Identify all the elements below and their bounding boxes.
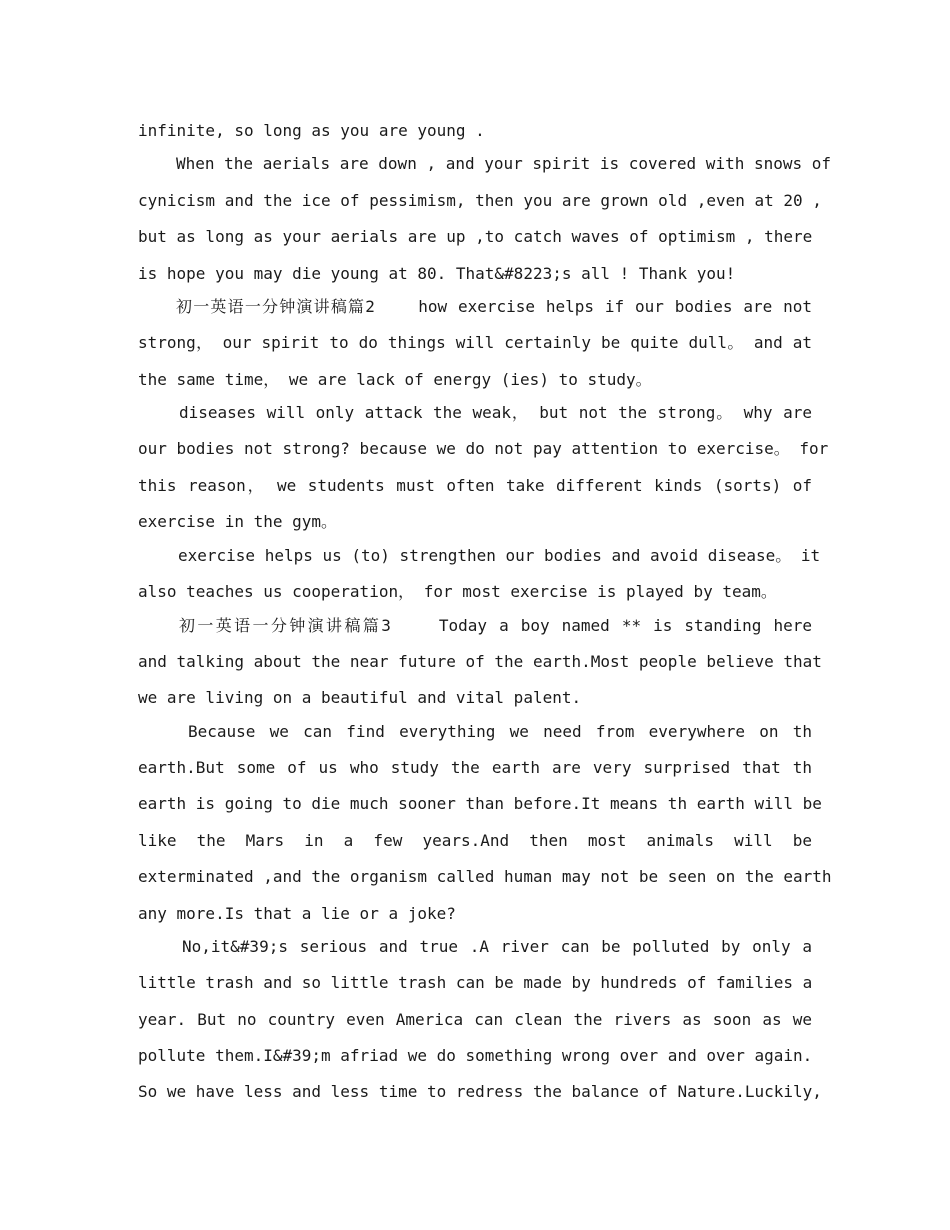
text-line: but as long as your aerials are up ,to catch waves of optimism , there bbox=[138, 227, 813, 246]
text-line: any more.Is that a lie or a joke? bbox=[138, 904, 456, 923]
text-line: infinite, so long as you are young . bbox=[138, 121, 485, 140]
text-line: So we have less and less time to redress the balance of Nature.Luckily, bbox=[138, 1082, 822, 1101]
text-line: is hope you may die young at 80. That&#8223;s all ! Thank you! bbox=[138, 264, 736, 283]
text-line: the same time， we are lack of energy (ies) to study。 bbox=[138, 370, 652, 389]
text-line: we are living on a beautiful and vital palent. bbox=[138, 688, 582, 707]
text-line: pollute them.I&#39;m afriad we do something wrong over and over again. bbox=[138, 1046, 813, 1065]
text-line: earth.But some of us who study the earth are very surprised that th bbox=[138, 758, 812, 777]
text-line: strong， our spirit to do things will certainly be quite dull。 and at bbox=[138, 333, 812, 352]
text-line: diseases will only attack the weak， but not the strong。 why are bbox=[179, 403, 812, 422]
text-line: 初一英语一分钟演讲稿篇3 Today a boy named ** is standing here bbox=[179, 616, 812, 635]
text-line: also teaches us cooperation， for most exercise is played by team。 bbox=[138, 582, 777, 601]
text-line: cynicism and the ice of pessimism, then you are grown old ,even at 20 , bbox=[138, 191, 822, 210]
text-line: little trash and so little trash can be made by hundreds of families a bbox=[138, 973, 813, 992]
text-line: When the aerials are down , and your spirit is covered with snows of bbox=[176, 154, 832, 173]
text-line: our bodies not strong? because we do not pay attention to exercise。 for bbox=[138, 439, 829, 458]
text-line: No,it&#39;s serious and true .A river can be polluted by only a bbox=[182, 937, 812, 956]
text-line: earth is going to die much sooner than before.It means th earth will be bbox=[138, 794, 822, 813]
text-line: and talking about the near future of the earth.Most people believe that bbox=[138, 652, 822, 671]
text-line: exercise helps us (to) strengthen our bodies and avoid disease。 it bbox=[178, 546, 821, 565]
text-line: year. But no country even America can clean the rivers as soon as we bbox=[138, 1010, 812, 1029]
text-line: exterminated ,and the organism called human may not be seen on the earth bbox=[138, 867, 832, 886]
text-line: this reason， we students must often take different kinds (sorts) of bbox=[138, 476, 812, 495]
text-line: 初一英语一分钟演讲稿篇2 how exercise helps if our bodies are not bbox=[176, 297, 812, 316]
text-line: Because we can find everything we need from everywhere on th bbox=[188, 722, 812, 741]
text-line: like the Mars in a few years.And then most animals will be bbox=[138, 831, 812, 850]
text-line: exercise in the gym。 bbox=[138, 512, 338, 531]
